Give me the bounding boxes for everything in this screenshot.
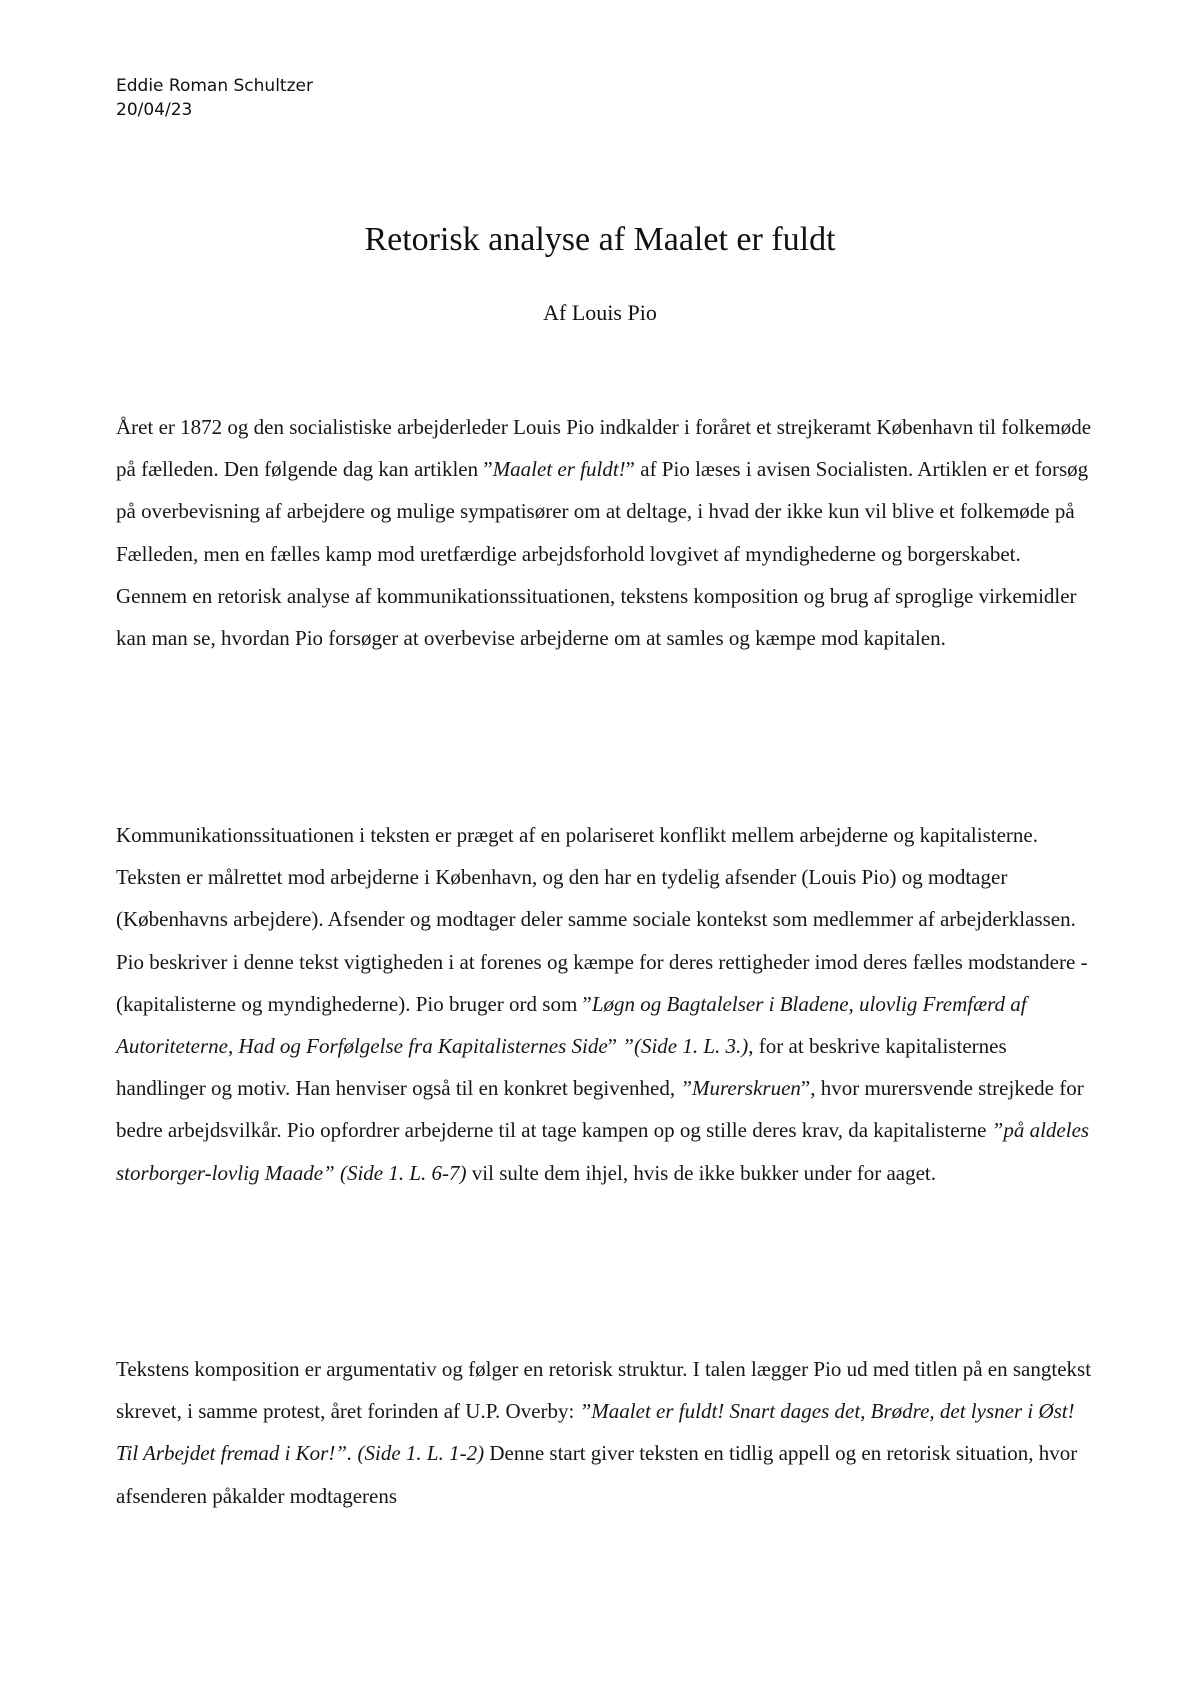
paragraph-text: , for at beskrive kapitalisternes handlinger og motiv. Han henviser også til en konkret begivenhed, (116, 1034, 1007, 1101)
document-date: 20/04/23 (116, 100, 193, 120)
document-title: Retorisk analyse af Maalet er fuldt (364, 221, 836, 258)
document-subtitle: Af Louis Pio (543, 300, 657, 325)
quoted-text: Maalet er fuldt! (492, 457, 626, 482)
paragraph-text: ” af Pio læses i avisen Socialisten. Artiklen er et forsøg på overbevisning af arbejdere og mulige sympatisører om at deltage, i hvad der ikke kun vil blive et folkemøde på Fælleden, men en fælles kamp mod uretfærdige arbejdsforhold lovgivet af myndighederne og borgerskabet. Gennem en retorisk analyse af kommunikationssituationen, tekstens komposition og brug af sproglige virkemidler kan man se, hvordan Pio forsøger at overbevise arbejderne om at samles og kæmpe mod kapitalen. (116, 457, 1089, 651)
author-name: Eddie Roman Schultzer (116, 76, 313, 96)
quoted-text: ”(Side 1. L. 3.) (622, 1034, 749, 1059)
document-header (116, 74, 313, 122)
paragraph-text: ”, hvor murersvende strejkede for bedre arbejdsvilkår. Pio opfordrer arbejderne til at tage kampen op og stille deres krav, da kapitalisterne (116, 1076, 1084, 1143)
paragraph-text: vil sulte dem ihjel, hvis de ikke bukker under for aaget. (466, 1160, 936, 1185)
paragraph-text: Tekstens komposition er argumentativ og følger en retorisk struktur. I talen lægger Pio ud med titlen på en sangtekst skrevet, i samme protest, året forinden af U.P. Overby: (116, 1357, 1092, 1424)
body-paragraph-2 (116, 814, 1096, 1194)
quoted-text: Løgn og Bagtalelser i Bladene, ulovlig Fremfærd af Autoriteterne, Had og Forfølgelse fra Kapitalisternes Side (116, 991, 1027, 1059)
paragraph-text: Året er 1872 og den socialistiske arbejderleder Louis Pio indkalder i foråret et strejkeramt København til folkemøde på fælleden. Den følgende dag kan artiklen ” (116, 415, 1092, 482)
paragraph-text: Denne start giver teksten en tidlig appell og en retorisk situation, hvor afsenderen påkalder modtagerens (116, 1441, 1078, 1508)
body-paragraph-1 (116, 406, 1096, 659)
quoted-text: ”på aldeles storborger-lovlig Maade” (Side 1. L. 6-7) (116, 1118, 1090, 1185)
paragraph-text: ” (607, 1034, 623, 1059)
paragraph-text: Kommunikationssituationen i teksten er præget af en polariseret konflikt mellem arbejderne og kapitalisterne. Teksten er målrettet mod arbejderne i København, og den har en tydelig afsender (Louis Pio) og modtager (Københavns arbejdere). Afsender og modtager deler samme sociale kontekst som medlemmer af arbejderklassen. Pio beskriver i denne tekst vigtigheden i at forenes og kæmpe for deres rettigheder imod deres fælles modstandere - (kapitalisterne og myndighederne). Pio bruger ord som ” (116, 823, 1088, 1016)
quoted-text: ”Murerskruen (680, 1076, 801, 1101)
quoted-text: ”Maalet er fuldt! Snart dages det, Brødre, det lysner i Øst! Til Arbejdet fremad i Kor!”. (Side 1. L. 1-2) (116, 1399, 1075, 1466)
body-paragraph-3 (116, 1348, 1096, 1517)
